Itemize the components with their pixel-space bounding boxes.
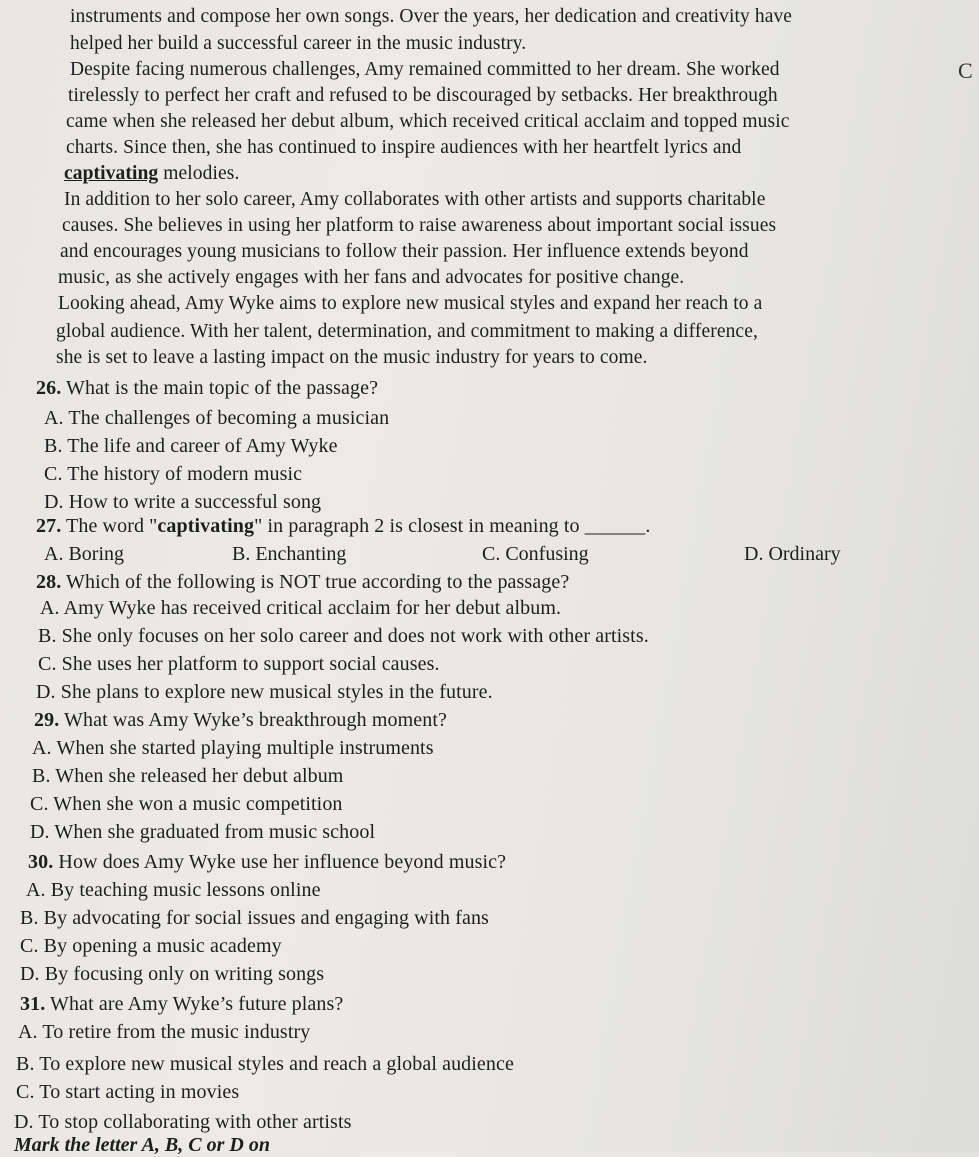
passage-line: came when she released her debut album, which received critical acclaim and topped music xyxy=(66,111,790,132)
question-number: 30. xyxy=(28,851,54,873)
option-29-c[interactable]: C. When she won a music competition xyxy=(30,793,343,815)
option-27-c[interactable]: C. Confusing xyxy=(482,543,589,565)
option-30-d[interactable]: D. By focusing only on writing songs xyxy=(20,963,325,985)
question-number: 26. xyxy=(36,377,62,399)
question-26 xyxy=(36,376,378,400)
question-text: " in paragraph 2 is closest in meaning to xyxy=(254,515,585,537)
passage-line: Despite facing numerous challenges, Amy remained committed to her dream. She worked xyxy=(70,59,780,80)
option-30-c[interactable]: C. By opening a music academy xyxy=(20,935,282,957)
option-28-a[interactable]: A. Amy Wyke has received critical acclaim for her debut album. xyxy=(40,597,562,619)
passage-text: melodies. xyxy=(158,163,240,184)
option-31-c[interactable]: C. To start acting in movies xyxy=(16,1081,240,1103)
passage-line: music, as she actively engages with her fans and advocates for positive change. xyxy=(58,267,685,288)
option-29-d[interactable]: D. When she graduated from music school xyxy=(30,821,376,843)
option-30-a[interactable]: A. By teaching music lessons online xyxy=(26,879,321,901)
question-number: 29. xyxy=(34,709,60,731)
question-end: . xyxy=(645,515,651,537)
option-27-b[interactable]: B. Enchanting xyxy=(232,543,347,565)
margin-mark: C xyxy=(958,58,973,83)
underlined-word: captivating xyxy=(64,163,159,184)
answer-blank[interactable]: ______ xyxy=(584,515,646,537)
passage-line xyxy=(64,162,239,186)
option-29-a[interactable]: A. When she started playing multiple instruments xyxy=(32,737,434,759)
option-30-b[interactable]: B. By advocating for social issues and engaging with fans xyxy=(20,907,489,929)
option-31-b[interactable]: B. To explore new musical styles and reach a global audience xyxy=(16,1053,514,1075)
passage-line: she is set to leave a lasting impact on the music industry for years to come. xyxy=(56,347,648,368)
question-text: How does Amy Wyke use her influence beyond music? xyxy=(53,851,507,873)
section-instruction: Mark the letter A, B, C or D on xyxy=(14,1134,270,1156)
passage-line: global audience. With her talent, determination, and commitment to making a difference, xyxy=(56,321,758,342)
option-26-c[interactable]: C. The history of modern music xyxy=(44,463,303,485)
passage-line: tirelessly to perfect her craft and refused to be discouraged by setbacks. Her breakthrough xyxy=(68,85,778,106)
passage-line: charts. Since then, she has continued to inspire audiences with her heartfelt lyrics and xyxy=(66,137,742,158)
option-28-b[interactable]: B. She only focuses on her solo career and does not work with other artists. xyxy=(38,625,649,647)
question-text: What are Amy Wyke’s future plans? xyxy=(45,993,344,1015)
question-text: What was Amy Wyke’s breakthrough moment? xyxy=(59,709,447,731)
option-26-a[interactable]: A. The challenges of becoming a musician xyxy=(44,407,390,429)
passage-line: In addition to her solo career, Amy collaborates with other artists and supports charitable xyxy=(64,189,766,210)
question-text: Which of the following is NOT true according to the passage? xyxy=(61,571,570,593)
option-28-c[interactable]: C. She uses her platform to support social causes. xyxy=(38,653,440,675)
option-27-a[interactable]: A. Boring xyxy=(44,543,124,565)
passage-line: instruments and compose her own songs. Over the years, her dedication and creativity have xyxy=(70,6,793,27)
question-text: What is the main topic of the passage? xyxy=(61,377,379,399)
passage-line: causes. She believes in using her platform to raise awareness about important social issues xyxy=(62,215,777,236)
option-26-b[interactable]: B. The life and career of Amy Wyke xyxy=(44,435,338,457)
option-31-d[interactable]: D. To stop collaborating with other artists xyxy=(14,1111,352,1133)
passage-line: and encourages young musicians to follow their passion. Her influence extends beyond xyxy=(60,241,749,262)
question-number: 28. xyxy=(36,571,62,593)
question-31 xyxy=(20,992,343,1016)
option-31-a[interactable]: A. To retire from the music industry xyxy=(18,1021,311,1043)
option-27-d[interactable]: D. Ordinary xyxy=(744,543,841,565)
question-29 xyxy=(34,708,447,732)
option-26-d[interactable]: D. How to write a successful song xyxy=(44,491,322,513)
passage-line: Looking ahead, Amy Wyke aims to explore new musical styles and expand her reach to a xyxy=(58,293,763,314)
option-29-b[interactable]: B. When she released her debut album xyxy=(32,765,344,787)
passage-line: helped her build a successful career in the music industry. xyxy=(70,33,527,54)
question-30 xyxy=(28,850,506,874)
quoted-word: captivating xyxy=(157,515,255,537)
question-27 xyxy=(36,514,650,538)
option-28-d[interactable]: D. She plans to explore new musical styles in the future. xyxy=(36,681,493,703)
question-text: The word " xyxy=(61,515,158,537)
question-28 xyxy=(36,570,569,594)
question-number: 31. xyxy=(20,993,46,1015)
question-number: 27. xyxy=(36,515,62,537)
